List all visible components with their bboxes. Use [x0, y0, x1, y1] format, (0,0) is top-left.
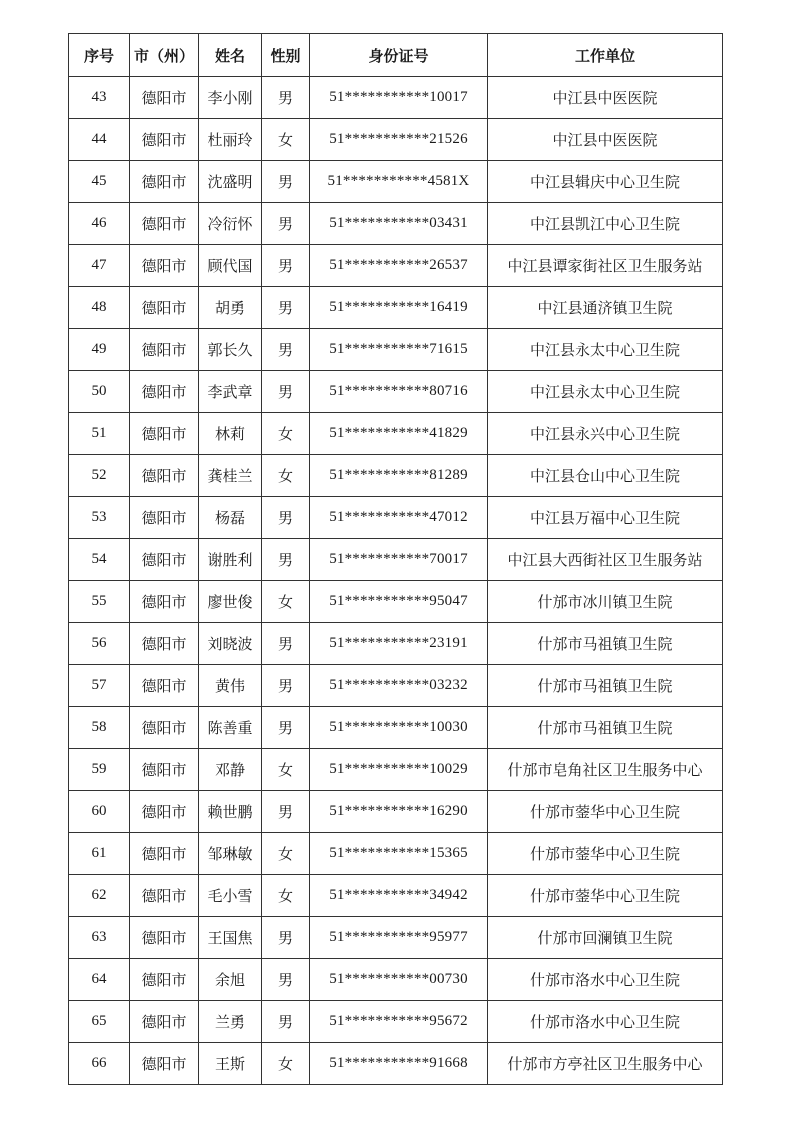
table-row	[69, 77, 723, 119]
cell-name: 林莉	[199, 413, 262, 455]
cell-work-unit: 什邡市蓥华中心卫生院	[488, 791, 723, 833]
cell-id-number: 51***********10030	[310, 707, 488, 749]
cell-city: 德阳市	[130, 749, 199, 791]
cell-gender: 女	[262, 581, 310, 623]
cell-id-number: 51***********21526	[310, 119, 488, 161]
cell-gender: 男	[262, 959, 310, 1001]
cell-id-number: 51***********91668	[310, 1043, 488, 1085]
cell-name: 邹琳敏	[199, 833, 262, 875]
cell-city: 德阳市	[130, 791, 199, 833]
cell-work-unit: 中江县永太中心卫生院	[488, 329, 723, 371]
cell-gender: 女	[262, 119, 310, 161]
table-row	[69, 413, 723, 455]
cell-seq: 47	[69, 245, 130, 287]
cell-seq: 49	[69, 329, 130, 371]
cell-gender: 男	[262, 77, 310, 119]
cell-seq: 63	[69, 917, 130, 959]
cell-id-number: 51***********16290	[310, 791, 488, 833]
cell-work-unit: 什邡市冰川镇卫生院	[488, 581, 723, 623]
cell-work-unit: 什邡市马祖镇卫生院	[488, 707, 723, 749]
cell-id-number: 51***********95047	[310, 581, 488, 623]
cell-name: 胡勇	[199, 287, 262, 329]
cell-id-number: 51***********95977	[310, 917, 488, 959]
cell-city: 德阳市	[130, 119, 199, 161]
cell-gender: 女	[262, 833, 310, 875]
table-row	[69, 707, 723, 749]
cell-name: 赖世鹏	[199, 791, 262, 833]
cell-name: 龚桂兰	[199, 455, 262, 497]
cell-seq: 48	[69, 287, 130, 329]
header-row	[69, 34, 723, 77]
table-row	[69, 749, 723, 791]
cell-id-number: 51***********41829	[310, 413, 488, 455]
cell-gender: 男	[262, 791, 310, 833]
cell-city: 德阳市	[130, 455, 199, 497]
cell-seq: 45	[69, 161, 130, 203]
table-row	[69, 1001, 723, 1043]
cell-gender: 女	[262, 875, 310, 917]
cell-seq: 59	[69, 749, 130, 791]
cell-seq: 44	[69, 119, 130, 161]
cell-gender: 女	[262, 749, 310, 791]
cell-gender: 男	[262, 245, 310, 287]
header-city: 市（州）	[130, 34, 199, 77]
cell-city: 德阳市	[130, 917, 199, 959]
cell-work-unit: 中江县凯江中心卫生院	[488, 203, 723, 245]
cell-name: 余旭	[199, 959, 262, 1001]
cell-gender: 男	[262, 665, 310, 707]
cell-id-number: 51***********70017	[310, 539, 488, 581]
table-row	[69, 791, 723, 833]
table-row	[69, 161, 723, 203]
table-row	[69, 665, 723, 707]
header-name: 姓名	[199, 34, 262, 77]
cell-name: 郭长久	[199, 329, 262, 371]
cell-work-unit: 中江县仓山中心卫生院	[488, 455, 723, 497]
cell-work-unit: 中江县大西街社区卫生服务站	[488, 539, 723, 581]
cell-city: 德阳市	[130, 875, 199, 917]
cell-city: 德阳市	[130, 623, 199, 665]
cell-seq: 65	[69, 1001, 130, 1043]
cell-id-number: 51***********26537	[310, 245, 488, 287]
cell-city: 德阳市	[130, 287, 199, 329]
cell-id-number: 51***********23191	[310, 623, 488, 665]
personnel-table	[68, 33, 723, 1085]
cell-city: 德阳市	[130, 581, 199, 623]
cell-work-unit: 中江县中医医院	[488, 77, 723, 119]
header-seq: 序号	[69, 34, 130, 77]
table-row	[69, 875, 723, 917]
table-row	[69, 833, 723, 875]
cell-city: 德阳市	[130, 539, 199, 581]
cell-id-number: 51***********03232	[310, 665, 488, 707]
cell-seq: 56	[69, 623, 130, 665]
table-row	[69, 371, 723, 413]
cell-id-number: 51***********81289	[310, 455, 488, 497]
cell-gender: 女	[262, 413, 310, 455]
cell-work-unit: 什邡市洛水中心卫生院	[488, 1001, 723, 1043]
cell-gender: 女	[262, 455, 310, 497]
cell-gender: 男	[262, 539, 310, 581]
cell-work-unit: 什邡市蓥华中心卫生院	[488, 833, 723, 875]
header-id: 身份证号	[310, 34, 488, 77]
table-row	[69, 203, 723, 245]
cell-id-number: 51***********10029	[310, 749, 488, 791]
cell-seq: 50	[69, 371, 130, 413]
cell-name: 黄伟	[199, 665, 262, 707]
cell-work-unit: 什邡市马祖镇卫生院	[488, 665, 723, 707]
table-body	[69, 77, 723, 1085]
header-gender: 性别	[262, 34, 310, 77]
cell-id-number: 51***********10017	[310, 77, 488, 119]
cell-work-unit: 什邡市洛水中心卫生院	[488, 959, 723, 1001]
cell-gender: 女	[262, 1043, 310, 1085]
cell-work-unit: 中江县永兴中心卫生院	[488, 413, 723, 455]
cell-id-number: 51***********80716	[310, 371, 488, 413]
cell-seq: 62	[69, 875, 130, 917]
cell-city: 德阳市	[130, 1043, 199, 1085]
cell-id-number: 51***********15365	[310, 833, 488, 875]
cell-work-unit: 中江县中医医院	[488, 119, 723, 161]
cell-city: 德阳市	[130, 413, 199, 455]
cell-city: 德阳市	[130, 245, 199, 287]
cell-name: 杜丽玲	[199, 119, 262, 161]
cell-seq: 46	[69, 203, 130, 245]
cell-city: 德阳市	[130, 203, 199, 245]
cell-work-unit: 什邡市蓥华中心卫生院	[488, 875, 723, 917]
cell-seq: 64	[69, 959, 130, 1001]
table-row	[69, 959, 723, 1001]
cell-gender: 男	[262, 1001, 310, 1043]
cell-city: 德阳市	[130, 497, 199, 539]
cell-city: 德阳市	[130, 707, 199, 749]
cell-gender: 男	[262, 371, 310, 413]
table-row	[69, 1043, 723, 1085]
table-row	[69, 119, 723, 161]
cell-name: 沈盛明	[199, 161, 262, 203]
cell-name: 顾代国	[199, 245, 262, 287]
cell-name: 邓静	[199, 749, 262, 791]
cell-city: 德阳市	[130, 371, 199, 413]
cell-id-number: 51***********71615	[310, 329, 488, 371]
cell-id-number: 51***********03431	[310, 203, 488, 245]
cell-work-unit: 中江县通济镇卫生院	[488, 287, 723, 329]
cell-gender: 男	[262, 497, 310, 539]
cell-work-unit: 中江县辑庆中心卫生院	[488, 161, 723, 203]
table-row	[69, 455, 723, 497]
cell-name: 杨磊	[199, 497, 262, 539]
table-row	[69, 329, 723, 371]
cell-seq: 57	[69, 665, 130, 707]
table-header	[69, 34, 723, 77]
cell-city: 德阳市	[130, 161, 199, 203]
cell-id-number: 51***********4581X	[310, 161, 488, 203]
cell-name: 兰勇	[199, 1001, 262, 1043]
table-row	[69, 917, 723, 959]
cell-name: 李武章	[199, 371, 262, 413]
cell-name: 谢胜利	[199, 539, 262, 581]
cell-seq: 61	[69, 833, 130, 875]
cell-name: 王国焦	[199, 917, 262, 959]
cell-work-unit: 什邡市皂角社区卫生服务中心	[488, 749, 723, 791]
table-row	[69, 245, 723, 287]
cell-seq: 51	[69, 413, 130, 455]
cell-gender: 男	[262, 917, 310, 959]
cell-work-unit: 中江县永太中心卫生院	[488, 371, 723, 413]
cell-seq: 55	[69, 581, 130, 623]
cell-city: 德阳市	[130, 1001, 199, 1043]
cell-work-unit: 什邡市回澜镇卫生院	[488, 917, 723, 959]
cell-work-unit: 中江县谭家街社区卫生服务站	[488, 245, 723, 287]
cell-seq: 58	[69, 707, 130, 749]
cell-seq: 52	[69, 455, 130, 497]
cell-seq: 43	[69, 77, 130, 119]
cell-id-number: 51***********34942	[310, 875, 488, 917]
cell-work-unit: 什邡市方亭社区卫生服务中心	[488, 1043, 723, 1085]
cell-gender: 男	[262, 707, 310, 749]
cell-city: 德阳市	[130, 665, 199, 707]
cell-id-number: 51***********16419	[310, 287, 488, 329]
cell-name: 廖世俊	[199, 581, 262, 623]
cell-seq: 66	[69, 1043, 130, 1085]
cell-city: 德阳市	[130, 77, 199, 119]
cell-id-number: 51***********00730	[310, 959, 488, 1001]
cell-city: 德阳市	[130, 959, 199, 1001]
header-unit: 工作单位	[488, 34, 723, 77]
cell-gender: 男	[262, 329, 310, 371]
cell-id-number: 51***********47012	[310, 497, 488, 539]
cell-city: 德阳市	[130, 833, 199, 875]
table-row	[69, 539, 723, 581]
cell-work-unit: 中江县万福中心卫生院	[488, 497, 723, 539]
cell-gender: 男	[262, 287, 310, 329]
cell-name: 王斯	[199, 1043, 262, 1085]
cell-name: 陈善重	[199, 707, 262, 749]
table-row	[69, 581, 723, 623]
cell-name: 刘晓波	[199, 623, 262, 665]
cell-seq: 53	[69, 497, 130, 539]
table-row	[69, 287, 723, 329]
cell-name: 李小刚	[199, 77, 262, 119]
table-row	[69, 497, 723, 539]
cell-work-unit: 什邡市马祖镇卫生院	[488, 623, 723, 665]
cell-gender: 男	[262, 203, 310, 245]
table-row	[69, 623, 723, 665]
cell-id-number: 51***********95672	[310, 1001, 488, 1043]
cell-name: 冷衍怀	[199, 203, 262, 245]
cell-city: 德阳市	[130, 329, 199, 371]
cell-gender: 男	[262, 623, 310, 665]
cell-seq: 54	[69, 539, 130, 581]
cell-name: 毛小雪	[199, 875, 262, 917]
cell-gender: 男	[262, 161, 310, 203]
cell-seq: 60	[69, 791, 130, 833]
